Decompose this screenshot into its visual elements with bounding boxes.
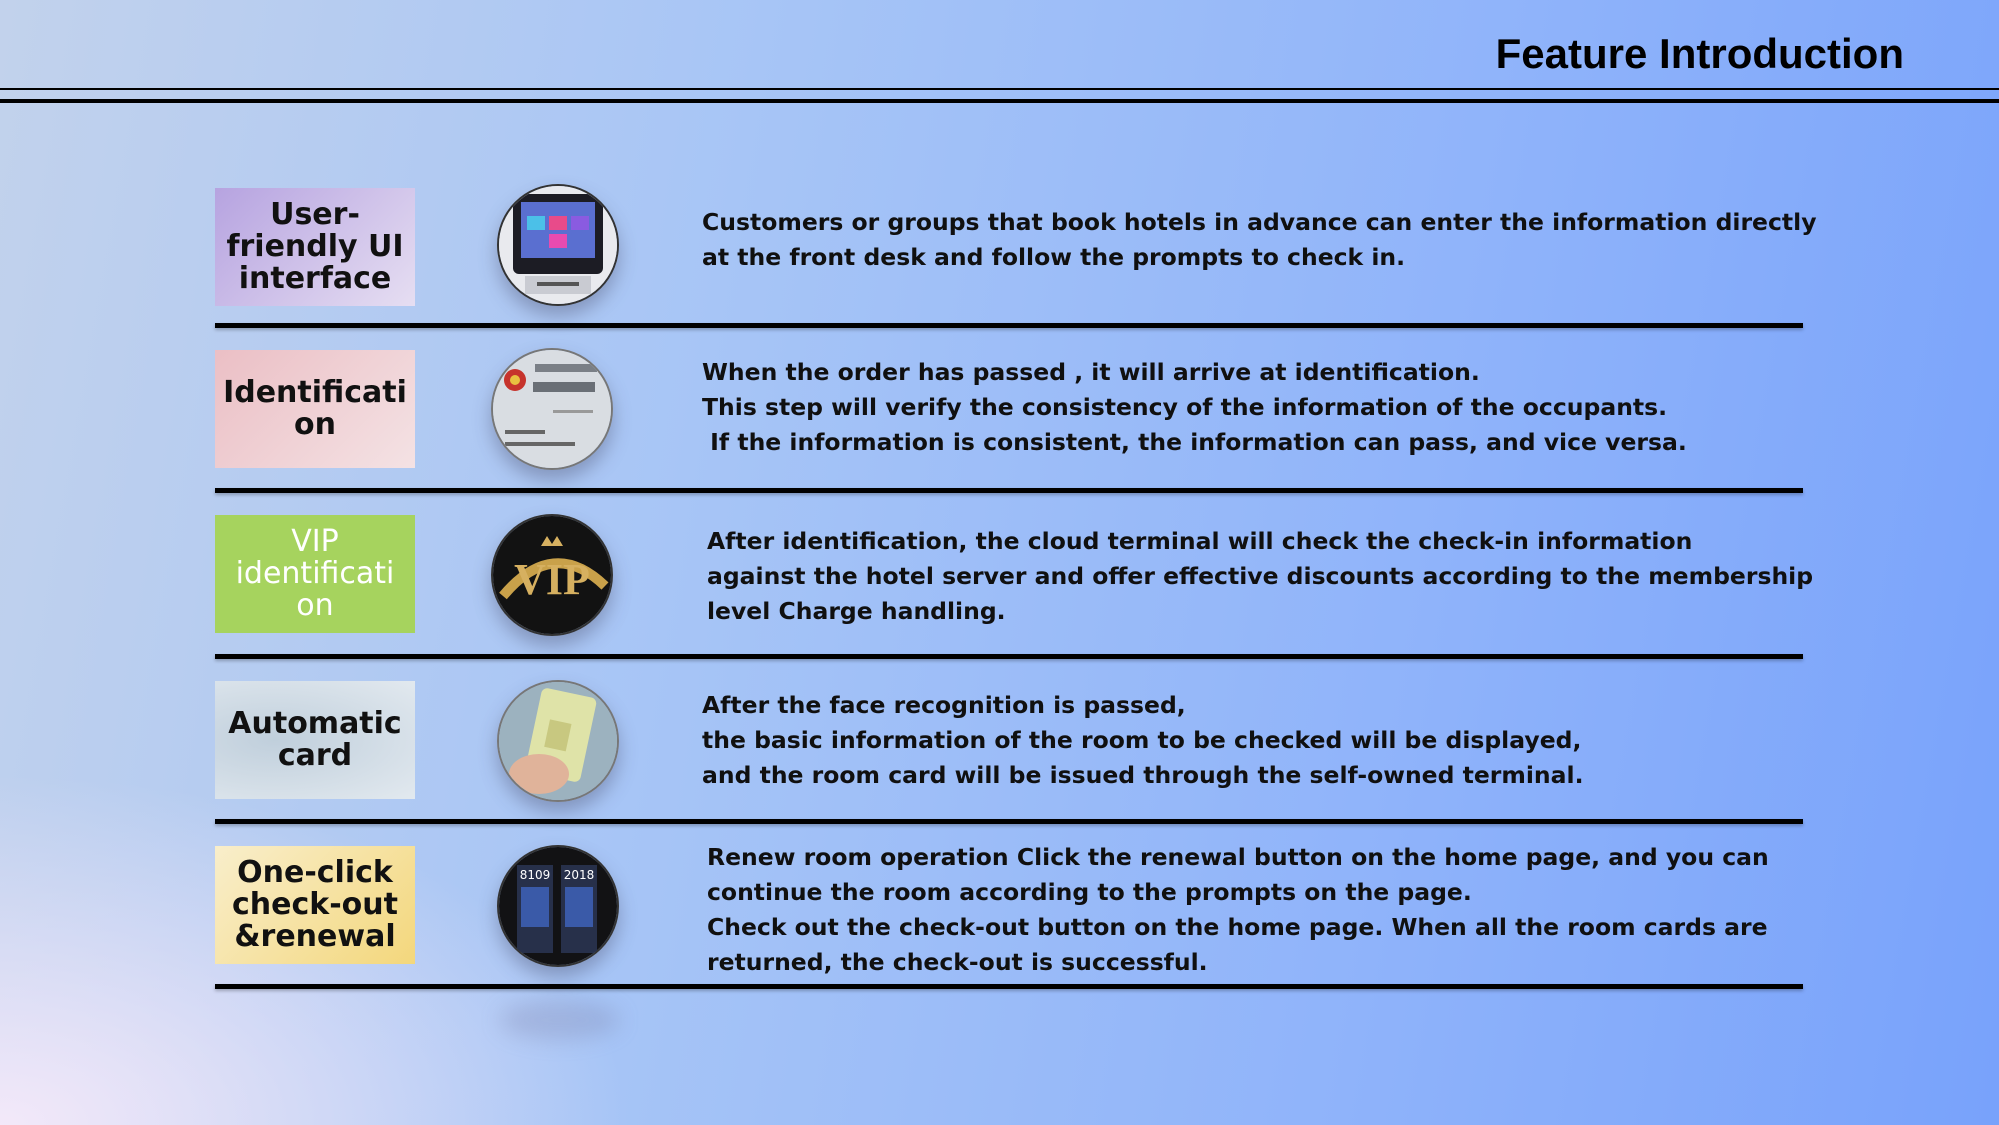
feature-label-text xyxy=(226,199,403,295)
feature-label-text xyxy=(232,857,398,953)
feature-description-ui xyxy=(702,205,1817,275)
description-line: Check out the check-out button on the home page. When all the room cards are xyxy=(707,913,1768,941)
feature-label-vip xyxy=(215,515,415,633)
room-card-icon xyxy=(497,680,619,802)
feature-label-line: User- xyxy=(270,197,360,232)
description-line: level Charge handling. xyxy=(707,597,1006,625)
svg-text:VIP: VIP xyxy=(514,555,590,604)
page-title: Feature Introduction xyxy=(1495,30,1904,77)
description-line: against the hotel server and offer effective discounts according to the membership xyxy=(707,562,1814,590)
description-line: at the front desk and follow the prompts to check in. xyxy=(702,243,1406,271)
feature-label-text xyxy=(228,708,401,772)
feature-description-identification xyxy=(702,355,1752,460)
checkout-terminal-icon xyxy=(497,845,619,967)
feature-label-line: on xyxy=(296,588,334,623)
feature-label-card xyxy=(215,681,415,799)
decorative-shadow xyxy=(500,1000,620,1040)
description-line: If the information is consistent, the information can pass, and vice versa. xyxy=(702,428,1687,456)
description-line: Customers or groups that book hotels in advance can enter the information directly xyxy=(702,208,1817,236)
feature-label-text xyxy=(223,377,407,441)
row-separator xyxy=(215,654,1803,659)
header-rule-thin xyxy=(0,88,1999,90)
feature-label-line: &renewal xyxy=(234,919,396,954)
description-line: Renew room operation Click the renewal button on the home page, and you can xyxy=(707,843,1769,871)
feature-label-line: Identificati xyxy=(223,375,407,410)
feature-label-line: Automatic xyxy=(228,706,402,741)
row-separator xyxy=(215,488,1803,493)
feature-label-line: card xyxy=(277,738,353,773)
id-card-icon xyxy=(491,348,613,470)
description-line: returned, the check-out is successful. xyxy=(707,948,1208,976)
description-line: When the order has passed , it will arrive at identification. xyxy=(702,358,1480,386)
feature-description-card xyxy=(702,688,1752,793)
feature-label-line: One-click xyxy=(237,855,393,890)
feature-label-line: check-out xyxy=(232,887,398,922)
svg-text:8109: 8109 xyxy=(519,868,551,882)
feature-description-checkout xyxy=(707,840,1769,980)
feature-label-line: identificati xyxy=(235,556,395,591)
svg-text:2018: 2018 xyxy=(563,868,595,882)
description-line: After the face recognition is passed, xyxy=(702,691,1186,719)
row-separator xyxy=(215,819,1803,824)
description-line: After identification, the cloud terminal will check the check-in information xyxy=(707,527,1693,555)
feature-label-ui xyxy=(215,188,415,306)
feature-label-checkout xyxy=(215,846,415,964)
header-rule-thick xyxy=(0,99,1999,103)
row-separator xyxy=(215,984,1803,989)
row-separator xyxy=(215,323,1803,328)
touch-kiosk-icon xyxy=(497,184,619,306)
description-line: and the room card will be issued through the self-owned terminal. xyxy=(702,761,1584,789)
feature-label-line: friendly UI xyxy=(226,229,404,264)
feature-label-text xyxy=(236,526,395,622)
description-line: continue the room according to the prompts on the page. xyxy=(707,878,1472,906)
feature-label-line: VIP xyxy=(291,524,339,559)
feature-description-vip xyxy=(707,524,1814,629)
feature-label-identification xyxy=(215,350,415,468)
feature-label-line: interface xyxy=(238,261,392,296)
description-line: the basic information of the room to be checked will be displayed, xyxy=(702,726,1582,754)
vip-badge-icon xyxy=(491,514,613,636)
description-line: This step will verify the consistency of the information of the occupants. xyxy=(702,393,1668,421)
feature-label-line: on xyxy=(294,407,336,442)
